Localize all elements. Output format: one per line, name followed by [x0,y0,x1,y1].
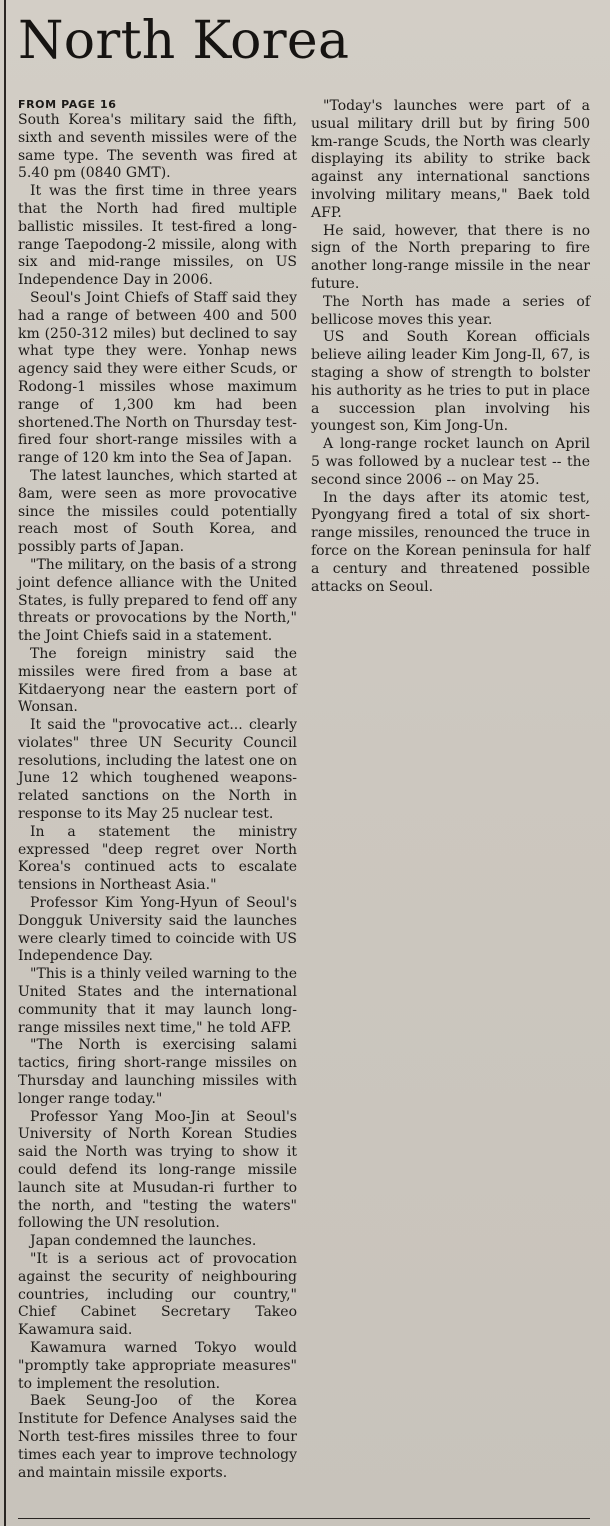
continuation-kicker: FROM PAGE 16 [18,98,117,111]
paragraph: In a statement the ministry expressed "deep regret over North Korea's continued acts to escalate tensions in Northeast Asia." [18,823,297,894]
paragraph: Baek Seung-Joo of the Korea Institute for Defence Analyses said the North test-fires missiles three to four times each year to improve technology and maintain missile exports. [18,1393,297,1481]
paragraph: The North has made a series of bellicose moves this year. [311,293,590,328]
paragraph: "Today's launches were part of a usual military drill but by firing 500 km-range Scuds, the North was clearly displaying its ability to strike back against any international sanctions involving military means," Baek told AFP. [311,98,590,221]
paragraph: "It is a serious act of provocation against the security of neighbouring countries, including our country," Chief Cabinet Secretary Takeo Kawamura said. [18,1251,297,1339]
paragraph: "The North is exercising salami tactics, firing short-range missiles on Thursday and launching missiles with longer range today." [18,1037,297,1107]
paragraph: He said, however, that there is no sign of the North preparing to fire another long-range missile in the near future. [311,222,590,292]
paragraph: Japan condemned the launches. [30,1233,257,1250]
article-body [18,98,590,1508]
paragraph: Seoul's Joint Chiefs of Staff said they had a range of between 400 and 500 km (250-312 miles) but declined to say what type they were. Yonhap news agency said they were either Scuds, or Rodong-1 missiles whose maximum range of 1,300 km had been shortened.The North on Thursday test-fired four short-range missiles with a range of 120 km into the Sea of Japan. [18,289,297,467]
headline: North Korea [18,11,350,71]
paragraph: In the days after its atomic test, Pyongyang fired a total of six short-range missiles, renounced the truce in force on the Korean peninsula for half a century and threatened possible attacks on Seoul. [311,489,590,595]
paragraph: Professor Yang Moo-Jin at Seoul's University of North Korean Studies said the North was trying to show it could defend its long-range missile launch site at Musudan-ri further to the north, and "testing the waters" following the UN resolution. [18,1108,297,1232]
paragraph: It was the first time in three years that the North had fired multiple ballistic missiles. It test-fired a long-range Taepodong-2 missile, along with six and mid-range missiles, on US Independence Day in 2006. [18,183,297,289]
paragraph: Professor Kim Yong-Hyun of Seoul's Dongguk University said the launches were clearly timed to coincide with US Independence Day. [18,895,297,965]
paragraph: It said the "provocative act... clearly violates" three UN Security Council resolutions, including the latest one on June 12 which toughened weapons-related sanctions on the North in response to its May 25 nuclear test. [18,717,297,823]
bottom-rule [18,1518,590,1519]
paragraph: A long-range rocket launch on April 5 was followed by a nuclear test -- the second since 2006 -- on May 25. [311,436,590,488]
paragraph: "The military, on the basis of a strong joint defence alliance with the United States, is fully prepared to fend off any threats or provocations by the North," the Joint Chiefs said in a statement. [18,556,297,645]
paragraph: Kawamura warned Tokyo would "promptly take appropriate measures" to implement the resolution. [18,1339,297,1392]
paragraph: The latest launches, which started at 8am, were seen as more provocative since the missiles could potentially reach most of South Korea, and possibly parts of Japan. [18,467,297,556]
paragraph: "This is a thinly veiled warning to the United States and the international community that it may launch long-range missiles next time," he told AFP. [18,966,297,1036]
paragraph: US and South Korean officials believe ailing leader Kim Jong-Il, 67, is staging a show of strength to bolster his authority as he tries to put in place a succession plan involving his youngest son, Kim Jong-Un. [311,329,590,435]
paragraph: The foreign ministry said the missiles were fired from a base at Kitdaeryong near the eastern port of Wonsan. [18,645,297,716]
paragraph: South Korea's military said the fifth, sixth and seventh missiles were of the same type. The seventh was fired at 5.40 pm (0840 GMT). [18,112,297,182]
left-column-rule [4,0,6,1526]
